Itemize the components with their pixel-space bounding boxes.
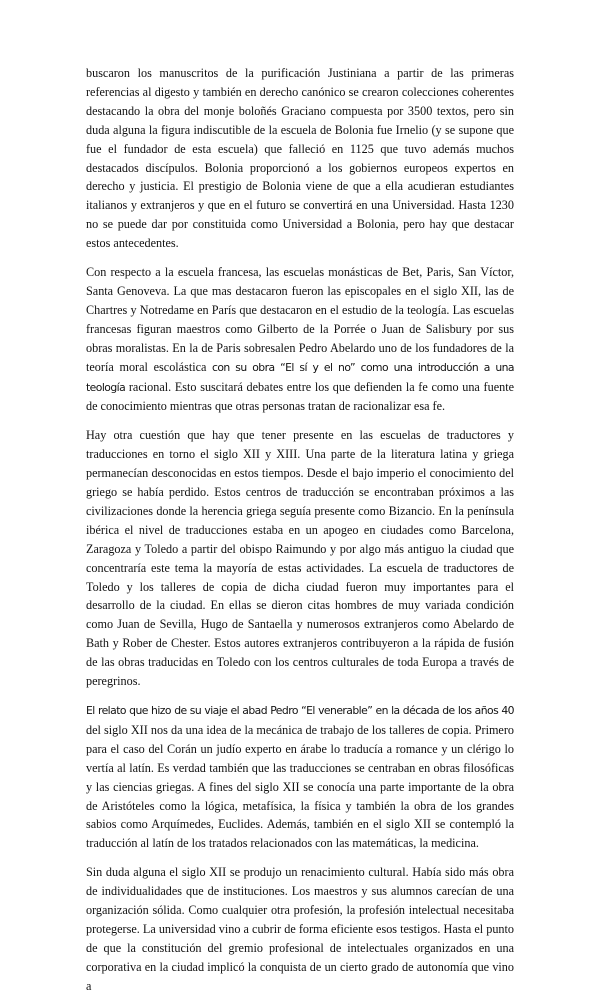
paragraph-renacimiento-text: Sin duda alguna el siglo XII se produjo un renacimiento cultural. Había sido más obra de individualidades que de instituciones. Los maestros y sus alumnos carecían de una organización sólida. Como cualquier otra profesión, la profesión intelectual necesitaba protegerse. La universidad vino a cubrir de forma eficiente esos testigos. Hasta el punto de que la constitución del gremio profesional de intelectuales organizados en una corporativa en la ciudad implicó la conquista de un cierto grado de autonomía que vino a <box>86 865 514 993</box>
paragraph-traductores-text: Hay otra cuestión que hay que tener presente en las escuelas de traductores y traducciones en torno el siglo XII y XIII. Una parte de la literatura latina y griega permanecían desconocidas en estos tiempos. Desde el bajo imperio el conocimiento del griego se había perdido. Estos centros de traducción se encontraban próximos a las civilizaciones donde la herencia griega seguía presente como Bizancio. En la península ibérica el nivel de traducciones estaba en un apogeo en ciudades como Barcelona, Zaragoza y Toledo a partir del obispo Raimundo y por algo más antiguo la ciudad que concentraría este tema la mayoría de estas actividades. La escuela de traductores de Toledo y los talleres de copia de dicha ciudad fueron muy importantes para el desarrollo de la ciudad. En ellas se dieron citas hombres de muy variada condición como Juan de Sevilla, Hugo de Santaella y numerosos extranjeros como Abelardo de Bath y Rober de Chester. Estos autores extranjeros contribuyeron a la rápida de fusión de las obras traducidas en Toledo con los centros culturales de toda Europa a través de peregrinos. <box>86 428 514 689</box>
paragraph-escuela-francesa-text: Con respecto a la escuela francesa, las escuelas monásticas de Bet, Paris, San Víctor, Santa Genoveva. La que mas destacaron fueron las episcopales en el siglo XII, las de Chartres y Notredame en París que destacaron en el estudio de la teología. Las escuelas francesas figuran maestros como Gilberto de la Porrée o Juan de Salisbury por sus obras moralistas. En la de Paris sobresalen Pedro Abelardo uno de los fundadores de la teoría moral escolástica <box>86 265 514 374</box>
paragraph-bolonia <box>86 64 514 253</box>
paragraph-renacimiento <box>86 863 514 995</box>
paragraph-escuela-francesa-highlight: con su obra “El sí y el no” como una introducción a una teología <box>86 360 514 394</box>
paragraph-traductores <box>86 426 514 691</box>
paragraph-pedro-venerable <box>86 701 514 853</box>
paragraph-pedro-venerable-highlight: El relato que hizo de su viaje el abad Pedro “El venerable” en la década de los años 40 <box>86 704 514 717</box>
paragraph-escuela-francesa-end: racional. Esto suscitará debates entre los que defienden la fe como una fuente de conocimiento mientras que otras personas tratan de racionalizar esa fe. <box>86 379 514 414</box>
paragraph-bolonia-text: buscaron los manuscritos de la purificación Justiniana a partir de las primeras referencias al digesto y también en derecho canónico se crearon colecciones coherentes destacando la obra del monje boloñés Graciano compuesta por 3500 textos, pero sin duda alguna la figura indiscutible de la escuela de Bolonia fue Irnelio (y se supone que fue el fundador de esta escuela) que falleció en 1125 que tuvo además muchos destacados discípulos. Bolonia proporcionó a los gobiernos europeos expertos en derecho y justicia. El prestigio de Bolonia viene de que a ella acudieran estudiantes italianos y extranjeros y que en el futuro se convertirá en una Universidad. Hasta 1230 no se puede dar por constituida como Universidad a Bolonia, pero hay que destacar estos antecedentes. <box>86 66 514 251</box>
paragraph-escuela-francesa <box>86 263 514 416</box>
paragraph-pedro-venerable-text: del siglo XII nos da una idea de la mecánica de trabajo de los talleres de copia. Primero para el caso del Corán un judío experto en árabe lo traducía a romance y un clérigo lo vertía al latín. Es verdad también que las traducciones se centraban en obras filosóficas y las ciencias griegas. A fines del siglo XII se conocía una parte importante de la obra de Aristóteles como la lógica, metafísica, la física y también la obra de los grandes sabios como Arquímedes, Euclides. Además, también en el siglo XII se contempló la traducción al latín de los tratados relacionados con las matemáticas, la medicina. <box>86 722 514 851</box>
document-page <box>86 64 514 1006</box>
